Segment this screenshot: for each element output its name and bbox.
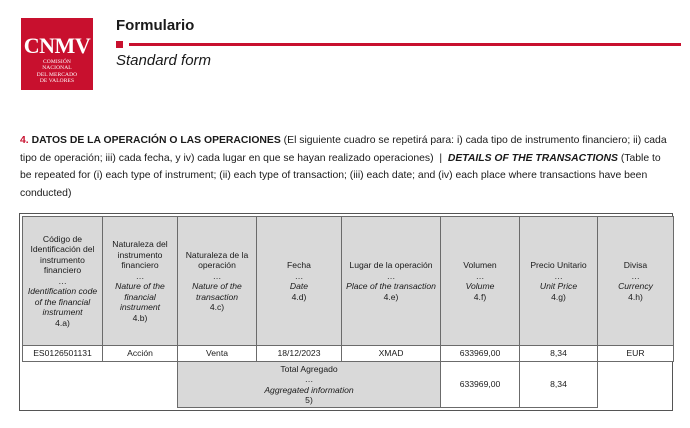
cell-date: 18/12/2023 [257,346,342,362]
column-header-place: Lugar de la operación … Place of the transaction 4.e) [342,217,441,346]
logo-subtitle-line: COMISIÓN [43,59,71,65]
aggregate-row [23,362,674,408]
form-subtitle: Standard form [116,52,212,69]
cell-unit-price: 8,34 [520,346,598,362]
aggregate-spacer [23,362,178,408]
column-header-operation: Naturaleza de la operación … Nature of the transaction 4.c) [178,217,257,346]
aggregate-unit-price: 8,34 [520,362,598,408]
cnmv-logo [21,18,93,90]
aggregate-currency-spacer [598,362,674,408]
section-description [20,132,670,202]
cell-operation: Venta [178,346,257,362]
logo-subtitle-line: DE VALORES [39,78,75,85]
aggregate-label: Total Agregado … Aggregated information 5) [178,362,441,408]
cell-instrument: Acción [103,346,178,362]
table-row [23,346,674,362]
column-header-isin: Código de Identificación del instrumento financiero … Identification code of the financial instrument 4.a) [23,217,103,346]
column-header-unit-price: Precio Unitario … Unit Price 4.g) [520,217,598,346]
section-title: DATOS DE LA OPERACIÓN O LAS OPERACIONES [31,135,281,146]
aggregate-volume: 633969,00 [441,362,520,408]
column-header-volume: Volumen … Volume 4.f) [441,217,520,346]
section-text-en: (Table to be repeated for (i) each type of instrument; (ii) each type of transaction; (iii) each date; and (iv) each place where transactions have been conducted) [20,152,661,199]
transactions-table [22,216,674,408]
logo-subtitle [21,59,93,85]
cell-currency: EUR [598,346,674,362]
header-accent-square [116,41,123,48]
logo-subtitle-line: DEL MERCADO [36,71,78,78]
section-number: 4. [20,135,29,146]
table-header-row [23,217,674,346]
form-title: Formulario [116,17,195,34]
cell-isin: ES0126501131 [23,346,103,362]
header-divider [129,43,681,46]
cell-place: XMAD [342,346,441,362]
column-header-currency: Divisa … Currency 4.h) [598,217,674,346]
cell-volume: 633969,00 [441,346,520,362]
column-header-date: Fecha … Date 4.d) [257,217,342,346]
section-separator: | [439,152,443,164]
logo-acronym: CNMV [23,33,91,58]
section-text: (El siguiente cuadro se repetirá para: i) cada tipo de instrumento financiero; ii) cada tipo de operación; iii) cada fecha, y iv) cada lugar en que se hayan realizado operaciones) [20,135,667,164]
logo-subtitle-line: NACIONAL [42,65,72,72]
column-header-instrument: Naturaleza del instrumento financiero … Nature of the financial instrument 4.b) [103,217,178,346]
section-title-en: DETAILS OF THE TRANSACTIONS [447,152,618,164]
